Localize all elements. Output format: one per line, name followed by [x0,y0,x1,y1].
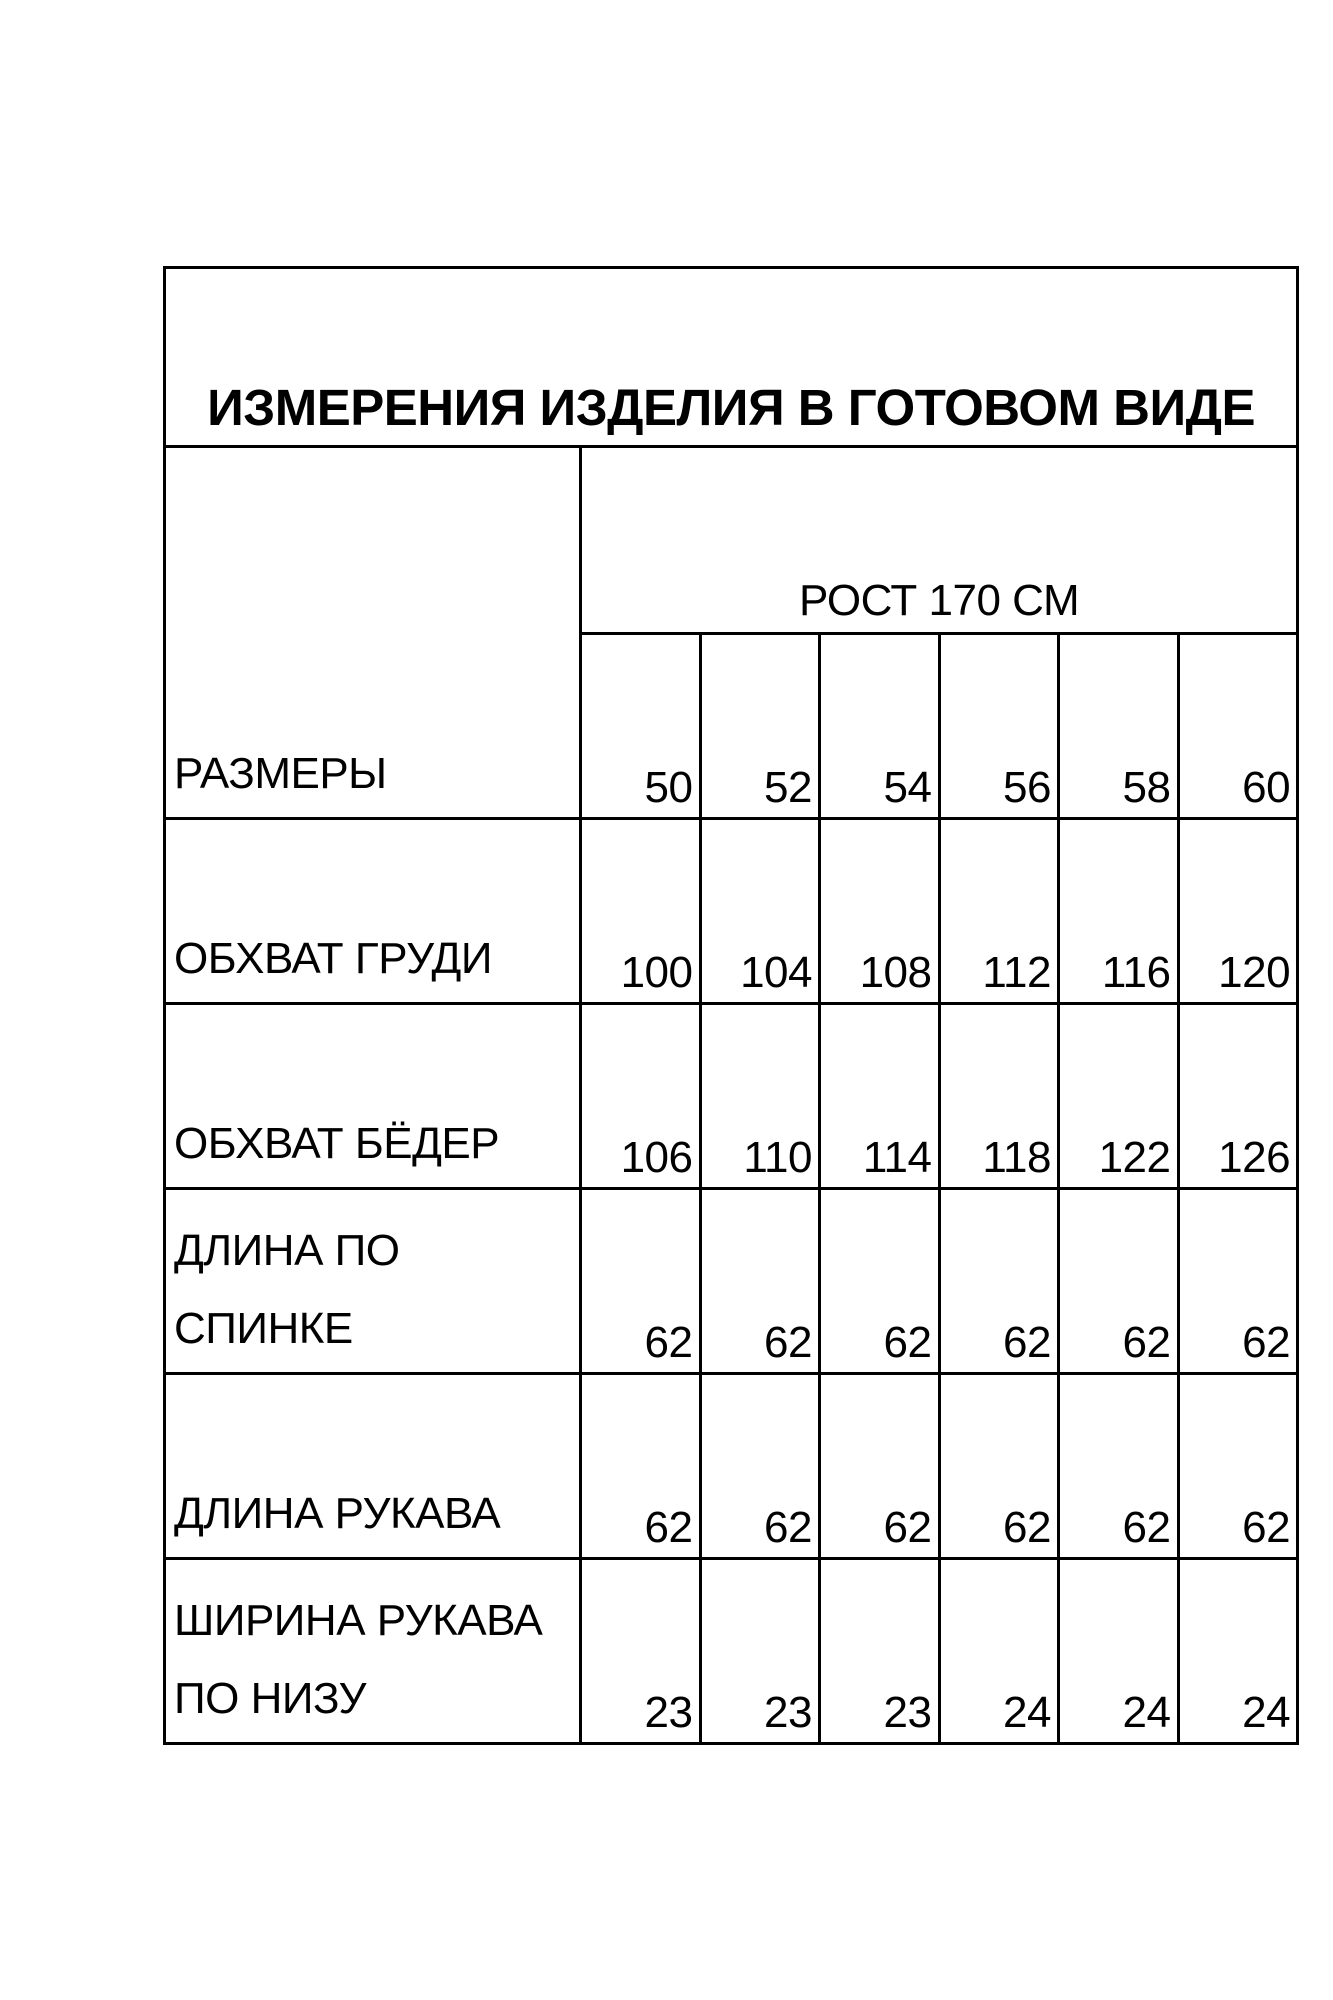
measurement-value: 118 [939,1004,1059,1189]
measurement-value: 120 [1178,819,1298,1004]
sizes-label [165,447,581,819]
size-chart-sheet [163,266,1296,1745]
measurement-value: 24 [939,1559,1059,1744]
measurement-label [165,1189,581,1374]
measurement-label-line: ПО НИЗУ [174,1674,367,1723]
measurement-value: 62 [820,1189,940,1374]
size-cell: 58 [1059,634,1179,819]
measurement-value: 62 [939,1189,1059,1374]
measurement-label [165,1374,581,1559]
measurement-value: 62 [1059,1374,1179,1559]
measurement-label-line: СПИНКЕ [174,1304,353,1353]
table-row [165,819,1298,1004]
measurement-value: 62 [1059,1189,1179,1374]
measurement-label-line: ОБХВАТ БЁДЕР [174,1119,500,1168]
measurement-value: 62 [1178,1374,1298,1559]
table-row [165,1189,1298,1374]
measurement-value: 24 [1059,1559,1179,1744]
measurement-label-line: ШИРИНА РУКАВА [174,1596,543,1645]
measurement-value: 23 [700,1559,820,1744]
measurement-label [165,819,581,1004]
measurement-value: 100 [581,819,701,1004]
measurement-value: 23 [820,1559,940,1744]
measurement-value: 62 [581,1189,701,1374]
measurement-value: 114 [820,1004,940,1189]
table-row [165,1004,1298,1189]
measurement-value: 62 [820,1374,940,1559]
measurement-value: 62 [1178,1189,1298,1374]
measurement-value: 23 [581,1559,701,1744]
measurement-label [165,1559,581,1744]
size-cell: 54 [820,634,940,819]
measurement-label [165,1004,581,1189]
size-chart-table [163,266,1299,1745]
measurement-value: 62 [700,1189,820,1374]
table-title: ИЗМЕРЕНИЯ ИЗДЕЛИЯ В ГОТОВОМ ВИДЕ [165,268,1298,447]
sizes-label-text: РАЗМЕРЫ [174,749,387,798]
measurement-value: 62 [700,1374,820,1559]
measurement-value: 116 [1059,819,1179,1004]
measurement-value: 122 [1059,1004,1179,1189]
measurement-value: 106 [581,1004,701,1189]
title-row [165,268,1298,447]
measurement-value: 112 [939,819,1059,1004]
measurement-value: 62 [581,1374,701,1559]
measurement-label-line: ДЛИНА ПО [174,1226,400,1275]
measurement-label-line: ОБХВАТ ГРУДИ [174,934,492,983]
table-row [165,1559,1298,1744]
size-cell: 52 [700,634,820,819]
size-cell: 50 [581,634,701,819]
size-cell: 60 [1178,634,1298,819]
table-row [165,1374,1298,1559]
height-group-header: РОСТ 170 СМ [581,447,1298,634]
measurement-value: 126 [1178,1004,1298,1189]
measurement-value: 62 [939,1374,1059,1559]
measurement-label-line: ДЛИНА РУКАВА [174,1489,501,1538]
measurement-value: 110 [700,1004,820,1189]
measurement-value: 104 [700,819,820,1004]
measurement-value: 24 [1178,1559,1298,1744]
measurement-value: 108 [820,819,940,1004]
group-header-row [165,447,1298,634]
size-cell: 56 [939,634,1059,819]
